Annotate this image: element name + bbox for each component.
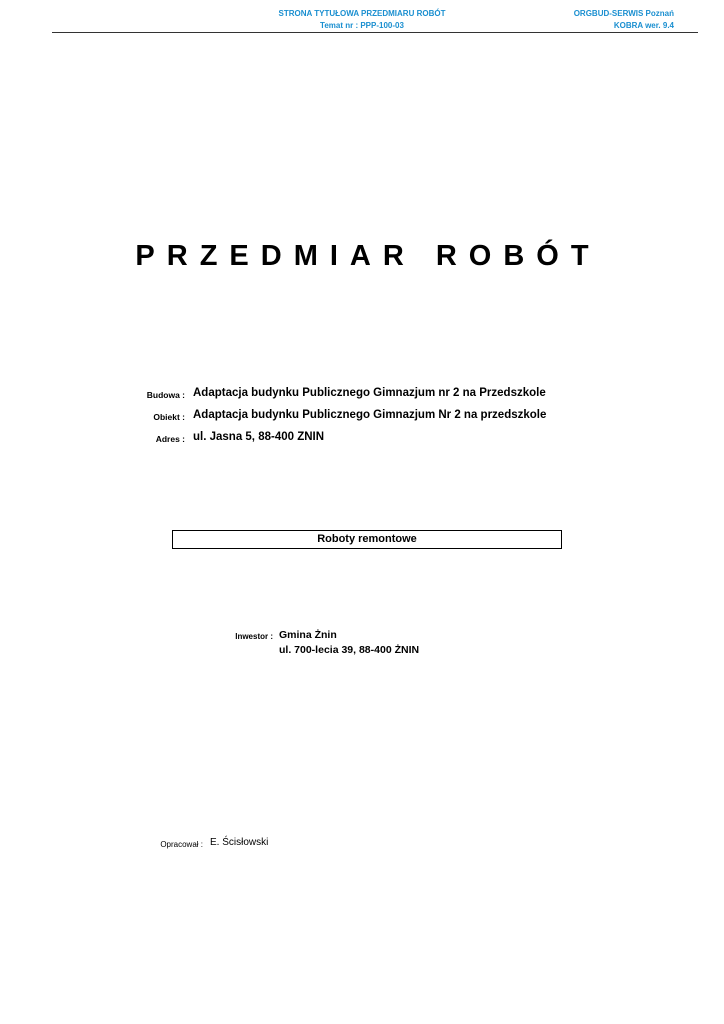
prepared-label: Opracował : (160, 840, 203, 849)
adres-value: ul. Jasna 5, 88-400 ZNIN (193, 431, 325, 443)
header-center-line1: STRONA TYTUŁOWA PRZEDMIARU ROBÓT (278, 9, 446, 18)
header-right-line1: ORGBUD-SERWIS Poznań (573, 9, 674, 18)
header-divider (52, 32, 698, 33)
header-right-line2: KOBRA wer. 9.4 (613, 21, 674, 30)
investor-label: Inwestor : (235, 632, 273, 641)
investor-name: Gmina Żnin (279, 629, 337, 641)
prepared-name: E. Ścisłowski (210, 837, 269, 848)
works-type-box: Roboty remontowe (172, 530, 562, 549)
header-center-line2: Temat nr : PPP-100-03 (320, 21, 404, 30)
investor-address: ul. 700-lecia 39, 88-400 ŻNIN (279, 644, 420, 656)
obiekt-label: Obiekt : (153, 412, 185, 422)
budowa-value: Adaptacja budynku Publicznego Gimnazjum nr 2 na Przedszkole (193, 387, 546, 399)
page-title: PRZEDMIAR ROBÓT (135, 240, 601, 272)
budowa-label: Budowa : (146, 390, 185, 400)
adres-label: Adres : (155, 434, 185, 444)
obiekt-value: Adaptacja budynku Publicznego Gimnazjum Nr 2 na przedszkole (193, 409, 547, 421)
